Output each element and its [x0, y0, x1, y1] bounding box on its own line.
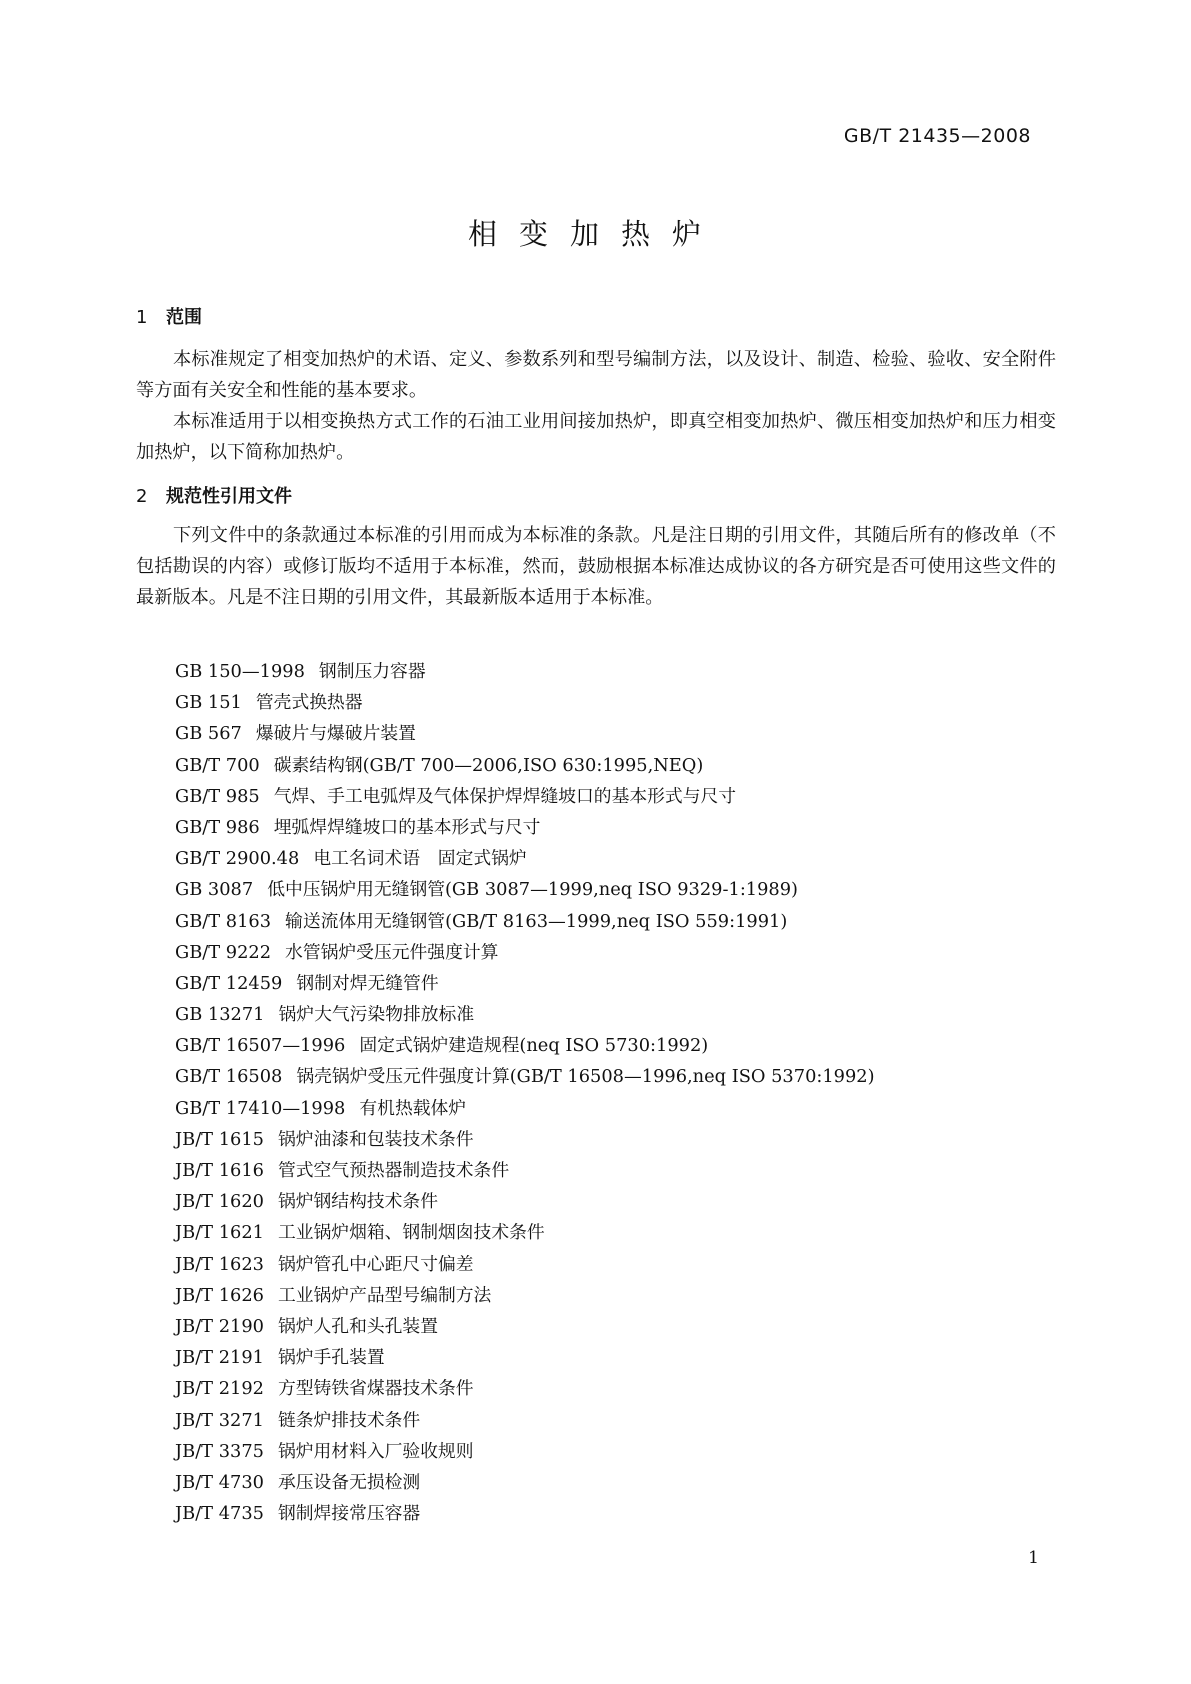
document-title: 相变加热炉: [467, 217, 723, 251]
reference-code: GB 567: [175, 723, 242, 745]
reference-code: GB/T 17410—1998: [175, 1097, 346, 1119]
reference-title: 链条炉排技术条件: [277, 1409, 421, 1431]
reference-title: 钢制压力容器: [318, 661, 426, 682]
reference-item: [175, 1186, 1075, 1217]
page-number: 1: [1028, 1548, 1039, 1568]
reference-item: [175, 1311, 1075, 1342]
reference-item: [175, 718, 1075, 749]
reference-item: [175, 687, 1075, 718]
reference-title: 工业锅炉产品型号编制方法: [277, 1284, 492, 1306]
reference-item: [175, 1436, 1075, 1467]
reference-list: [175, 656, 1075, 1529]
reference-title: 低中压锅炉用无缝钢管(GB 3087—1999,neq ISO 9329-1:1989): [267, 879, 798, 901]
reference-code: GB/T 700: [175, 754, 260, 776]
reference-item: [175, 937, 1075, 968]
reference-code: JB/T 4735: [175, 1503, 264, 1525]
reference-item: [175, 874, 1075, 905]
reference-code: JB/T 3375: [175, 1440, 264, 1462]
reference-title: 电工名词术语 固定式锅炉: [313, 848, 527, 870]
reference-title: 固定式锅炉建造规程(neq ISO 5730:1992): [359, 1035, 709, 1057]
reference-item: [175, 843, 1075, 874]
references-intro-paragraph: 下列文件中的条款通过本标准的引用而成为本标准的条款。凡是注日期的引用文件，其随后所有的修改单（不包括勘误的内容）或修订版均不适用于本标准，然而，鼓励根据本标准达成协议的各方研究是否可使用这些文件的最新版本。凡是不注日期的引用文件，其最新版本适用于本标准。: [136, 525, 1056, 608]
reference-title: 锅炉用材料入厂验收规则: [277, 1440, 474, 1462]
reference-item: [175, 1249, 1075, 1280]
reference-code: JB/T 1620: [175, 1191, 264, 1213]
section-title: 范围: [166, 307, 202, 328]
reference-item: [175, 1373, 1075, 1404]
reference-code: GB/T 2900.48: [175, 848, 300, 870]
reference-code: JB/T 1626: [175, 1284, 264, 1306]
reference-code: GB/T 12459: [175, 972, 283, 994]
section-heading-scope: [136, 303, 202, 329]
reference-title: 锅壳锅炉受压元件强度计算(GB/T 16508—1996,neq ISO 5370:1992): [296, 1066, 875, 1088]
reference-code: GB 3087: [175, 879, 254, 901]
reference-title: 输送流体用无缝钢管(GB/T 8163—1999,neq ISO 559:1991): [285, 910, 788, 932]
reference-title: 埋弧焊焊缝坡口的基本形式与尺寸: [273, 816, 541, 838]
section-title: 规范性引用文件: [166, 486, 292, 507]
reference-item: [175, 1405, 1075, 1436]
reference-title: 承压设备无损检测: [277, 1471, 421, 1493]
reference-title: 方型铸铁省煤器技术条件: [277, 1378, 474, 1400]
reference-title: 钢制焊接常压容器: [277, 1503, 421, 1525]
section-number: 1: [136, 307, 148, 328]
reference-item: [175, 656, 1075, 687]
reference-title: 有机热载体炉: [359, 1097, 467, 1119]
reference-title: 锅炉手孔装置: [277, 1347, 385, 1369]
reference-code: GB 150—1998: [175, 661, 305, 682]
reference-title: 水管锅炉受压元件强度计算: [285, 941, 499, 963]
section-heading-normative-references: [136, 482, 292, 508]
reference-code: JB/T 2191: [175, 1347, 264, 1369]
reference-code: GB/T 985: [175, 785, 260, 807]
reference-code: GB/T 9222: [175, 941, 272, 963]
reference-item: [175, 1498, 1075, 1529]
reference-title: 锅炉管孔中心距尺寸偏差: [277, 1253, 474, 1275]
reference-item: [175, 1155, 1075, 1186]
reference-title: 碳素结构钢(GB/T 700—2006,ISO 630:1995,NEQ): [273, 754, 704, 776]
reference-code: JB/T 1623: [175, 1253, 264, 1275]
reference-item: [175, 1093, 1075, 1124]
reference-code: GB/T 986: [175, 816, 260, 838]
reference-item: [175, 1217, 1075, 1248]
reference-code: JB/T 2190: [175, 1315, 264, 1337]
reference-title: 钢制对焊无缝管件: [296, 972, 439, 994]
reference-title: 工业锅炉烟箱、钢制烟囱技术条件: [277, 1222, 545, 1244]
reference-code: JB/T 1615: [175, 1128, 264, 1150]
reference-item: [175, 1342, 1075, 1373]
reference-code: JB/T 1621: [175, 1222, 264, 1244]
reference-title: 爆破片与爆破片装置: [255, 723, 416, 745]
reference-code: JB/T 3271: [175, 1409, 264, 1431]
reference-title: 锅炉人孔和头孔装置: [277, 1315, 438, 1337]
scope-paragraph-2: 本标准适用于以相变换热方式工作的石油工业用间接加热炉，即真空相变加热炉、微压相变加热炉和压力相变加热炉，以下简称加热炉。: [136, 411, 1056, 463]
reference-title: 锅炉油漆和包装技术条件: [277, 1128, 474, 1150]
reference-item: [175, 1467, 1075, 1498]
reference-title: 管式空气预热器制造技术条件: [277, 1160, 510, 1181]
section-number: 2: [136, 486, 148, 507]
reference-item: [175, 812, 1075, 843]
reference-code: GB/T 16507—1996: [175, 1035, 346, 1057]
reference-code: JB/T 1616: [175, 1160, 264, 1181]
reference-item: [175, 906, 1075, 937]
reference-code: GB 13271: [175, 1004, 265, 1026]
reference-code: JB/T 2192: [175, 1378, 264, 1400]
reference-item: [175, 781, 1075, 812]
reference-item: [175, 1280, 1075, 1311]
reference-title: 气焊、手工电弧焊及气体保护焊焊缝坡口的基本形式与尺寸: [273, 785, 737, 807]
reference-title: 锅炉大气污染物排放标准: [278, 1004, 475, 1026]
reference-item: [175, 1030, 1075, 1061]
scope-paragraph-1: 本标准规定了相变加热炉的术语、定义、参数系列和型号编制方法，以及设计、制造、检验、验收、安全附件等方面有关安全和性能的基本要求。: [136, 349, 1056, 401]
reference-code: JB/T 4730: [175, 1471, 264, 1493]
reference-code: GB/T 16508: [175, 1066, 283, 1088]
reference-title: 管壳式换热器: [255, 692, 363, 714]
reference-item: [175, 1124, 1075, 1155]
reference-item: [175, 968, 1075, 999]
reference-item: [175, 1061, 1075, 1092]
reference-item: [175, 999, 1075, 1030]
reference-item: [175, 750, 1075, 781]
standard-code: GB/T 21435—2008: [843, 125, 1031, 147]
reference-code: GB/T 8163: [175, 910, 272, 932]
reference-code: GB 151: [175, 692, 242, 714]
reference-title: 锅炉钢结构技术条件: [277, 1191, 438, 1213]
